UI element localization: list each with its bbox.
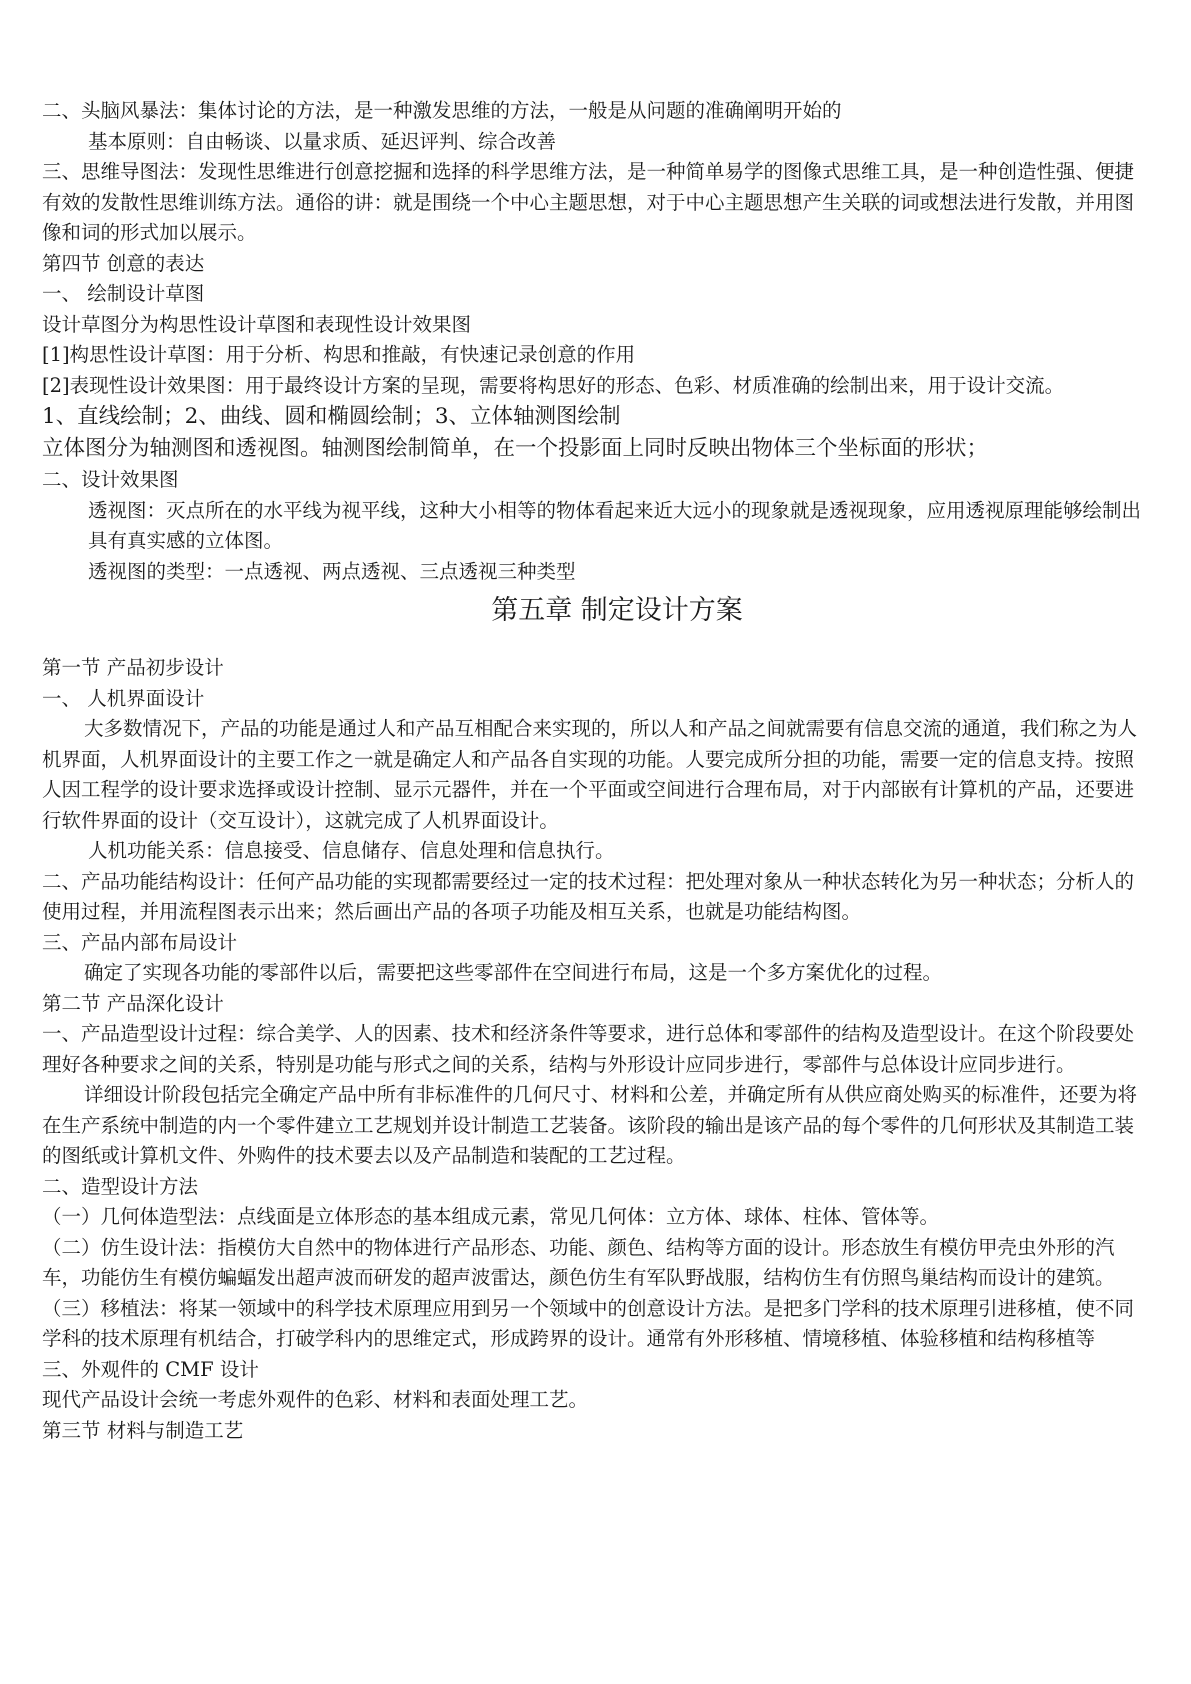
subsection-heading: 三、产品内部布局设计 [42,930,238,954]
paragraph: 1、直线绘制；2、曲线、圆和椭圆绘制；3、立体轴测图绘制 [42,404,621,429]
paragraph: 详细设计阶段包括完全确定产品中所有非标准件的几何尺寸、材料和公差，并确定所有从供应商处购买的标准件，还要为将在生产系统中制造的内一个零件建立工艺规划并设计制造工艺装备。该阶段的输出是该产品的每个零件的几何形状及其制造工装的图纸或计算机文件、外购件的技术要去以及产品制造和装配的工艺过程。 [42,1083,1138,1167]
chapter-title: 第五章 制定设计方案 [491,595,743,626]
paragraph: （一）几何体造型法：点线面是立体形态的基本组成元素，常见几何体：立方体、球体、柱体、管体等。 [42,1205,940,1228]
paragraph: 立体图分为轴测图和透视图。轴测图绘制简单，在一个投影面上同时反映出物体三个坐标面的形状； [42,436,989,461]
paragraph: 人机功能关系：信息接受、信息储存、信息处理和信息执行。 [88,839,615,862]
paragraph: 透视图的类型：一点透视、两点透视、三点透视三种类型 [88,559,576,583]
section-heading: 第二节 产品深化设计 [42,991,224,1015]
subsection-heading: 二、造型设计方法 [42,1174,199,1198]
section-heading: 第一节 产品初步设计 [42,656,224,679]
paragraph: 一、产品造型设计过程：综合美学、人的因素、技术和经济条件等要求，进行总体和零部件的结构及造型设计。在这个阶段要处理好各种要求之间的关系，特别是功能与形式之间的关系，结构与外形设计应同步进行，零部件与总体设计应同步进行。 [42,1022,1135,1076]
paragraph: （三）移植法：将某一领域中的科学技术原理应用到另一个领域中的创意设计方法。是把多门学科的技术原理引进移植，使不同学科的技术原理有机结合，打破学科内的思维定式，形成跨界的设计。通常有外形移植、情境移植、体验移植和结构移植等 [42,1296,1135,1350]
paragraph: 三、思维导图法：发现性思维进行创意挖掘和选择的科学思维方法，是一种简单易学的图像式思维工具，是一种创造性强、便捷有效的发散性思维训练方法。通俗的讲：就是围绕一个中心主题思想，对于中心主题思想产生关联的词或想法进行发散，并用图像和词的形式加以展示。 [42,160,1135,244]
paragraph: [2]表现性设计效果图：用于最终设计方案的呈现，需要将构思好的形态、色彩、材质准确的绘制出来，用于设计交流。 [42,373,1065,397]
paragraph: 现代产品设计会统一考虑外观件的色彩、材料和表面处理工艺。 [42,1388,589,1411]
subsection-heading: 一、 人机界面设计 [42,686,205,710]
section-heading: 第三节 材料与制造工艺 [42,1418,244,1442]
paragraph: （二）仿生设计法：指模仿大自然中的物体进行产品形态、功能、颜色、结构等方面的设计。形态放生有模仿甲壳虫外形的汽车，功能仿生有模仿蝙蝠发出超声波而研发的超声波雷达，颜色仿生有军队野战服，结构仿生有仿照鸟巢结构而设计的建筑。 [42,1235,1115,1289]
paragraph: 二、产品功能结构设计：任何产品功能的实现都需要经过一定的技术过程：把处理对象从一种状态转化为另一种状态；分析人的使用过程，并用流程图表示出来；然后画出产品的各项子功能及相互关系，也就是功能结构图。 [42,869,1135,923]
paragraph: 大多数情况下，产品的功能是通过人和产品互相配合来实现的，所以人和产品之间就需要有信息交流的通道，我们称之为人机界面，人机界面设计的主要工作之一就是确定人和产品各自实现的功能。人要完成所分担的功能，需要一定的信息支持。按照人因工程学的设计要求选择或设计控制、显示元器件，并在一个平面或空间进行合理布局，对于内部嵌有计算机的产品，还要进行软件界面的设计（交互设计），这就完成了人机界面设计。 [42,717,1138,832]
subsection-heading: 一、 绘制设计草图 [42,282,205,305]
subsection-heading: 二、设计效果图 [42,468,179,491]
paragraph: 基本原则：自由畅谈、以量求质、延迟评判、综合改善 [88,129,557,153]
paragraph: 设计草图分为构思性设计草图和表现性设计效果图 [42,312,472,336]
subsection-heading: 三、外观件的 CMF 设计 [42,1357,259,1381]
paragraph: 二、头脑风暴法：集体讨论的方法，是一种激发思维的方法，一般是从问题的准确阐明开始的 [42,99,842,122]
paragraph: [1]构思性设计草图：用于分析、构思和推敲，有快速记录创意的作用 [42,343,636,366]
section-heading: 第四节 创意的表达 [42,251,205,275]
document-page [42,96,1152,1446]
paragraph: 确定了实现各功能的零部件以后，需要把这些零部件在空间进行布局，这是一个多方案优化的过程。 [84,961,943,984]
paragraph: 透视图：灭点所在的水平线为视平线，这种大小相等的物体看起来近大远小的现象就是透视现象，应用透视原理能够绘制出具有真实感的立体图。 [88,498,1142,552]
